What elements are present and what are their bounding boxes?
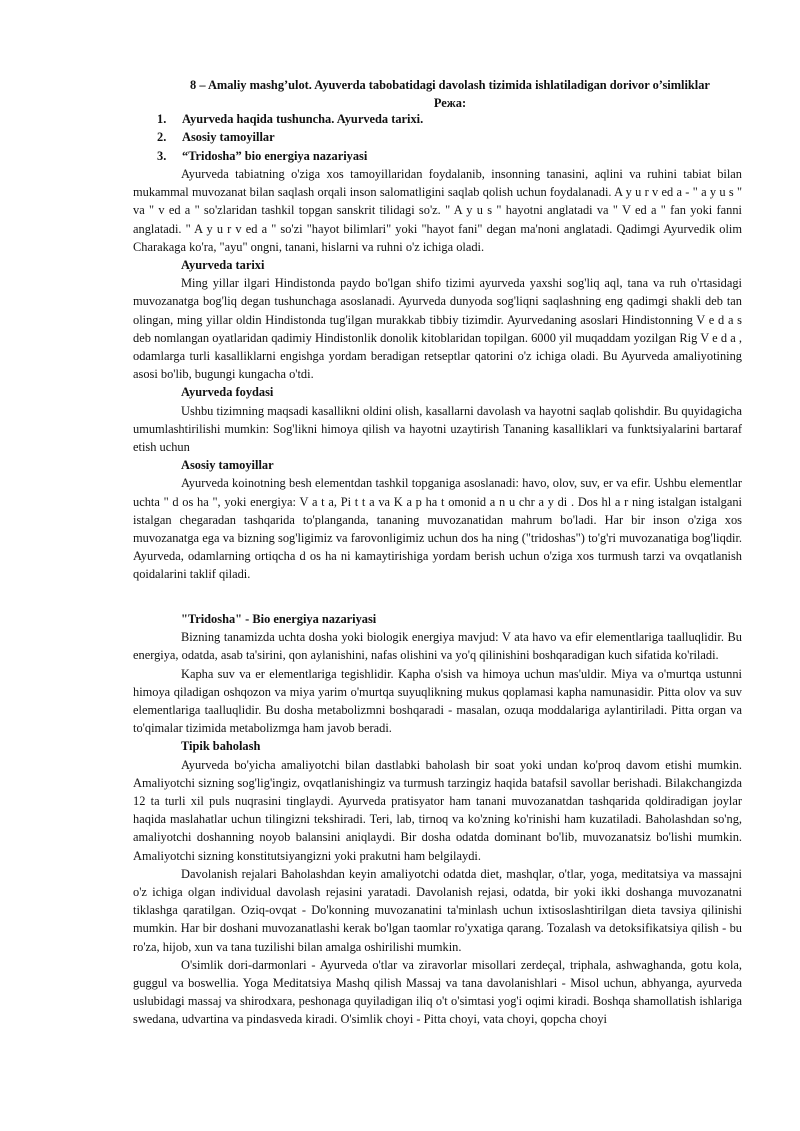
history-heading: Ayurveda tarixi [181, 258, 265, 273]
benefit-heading: Ayurveda foydasi [181, 385, 274, 400]
principles-paragraph: Ayurveda koinotning besh elementdan tashkil topganiga asoslanadi: havo, olov, suv, er va efir. Ushbu elementlar uchta " d os ha ", yoki energiya: V a t a, Pi t t a va K a p ha t omonid a n u chr a y di . Dos hl a r ning istalgan istalgani istalgan chegaradan tashqarida to'planganda, tananing muvozanatidan mahrum bo'ladi. Har bir inson o'ziga xos muvozanatga ega va bizning sog'ligimiz va farovonligimiz uchun dos ha ning ("tridoshas") to'g'ri muvozanatiga bog'liqdir. Ayurveda, odamlarning ortiqcha d os ha ni kamaytirishiga yordam berish uchun o'ziga xos turmush tarzi va ovqatlanish qoidalarini taklif qiladi. [133, 476, 742, 582]
outline-text: Ayurveda haqida tushuncha. Ayurveda tarixi. [182, 112, 424, 126]
assessment-paragraph-1: Ayurveda bo'yicha amaliyotchi bilan dastlabki baholash bir soat yoki undan ko'proq davom etishi mumkin. Amaliyotchi sizning sog'lig'ingiz, ovqatlanishingiz va turmush tarzingiz haqida batafsil savollar berishadi. Bilakchangizda 12 ta turli xil puls nuqrasini tinglaydi. Ayurveda pratisyator ham tanani muvozanatdan tashqarida qoldiradigan joylar haqida maslahatlar uchun tilingizni tekshiradi. Teri, lab, tirnoq va ko'zning ko'rinishi ham kuzatiladi. Baholashdan so'ng, amaliyotchi doshanning noyob balansini aniqlaydi. Bir dosha odatda dominant bo'lib, muvozanatsiz bo'lishi mumkin. Amaliyotchi sizning konstitutsiyangizni yoki prakutni ham belgilaydi. [133, 757, 742, 863]
benefit-paragraph: Ushbu tizimning maqsadi kasallikni oldini olish, kasallarni davolash va hayotni saqlab qolishdir. Bu quyidagicha umumlashtirilishi mumkin: Sog'likni himoya qilish va hayotni uzaytirish Tananing kasalliklari va funktsiyalarini bartaraf etish uchun [133, 403, 742, 455]
outline-number: 1. [157, 112, 167, 126]
section-tridosha [133, 610, 742, 1029]
intro-paragraph: Ayurveda tabiatning o'ziga xos tamoyillaridan foydalanib, insonning tanasini, aqlini va ruhini tabiat bilan mukammal muvozanat bilan saqlash orqali inson salomatligini saqlab qolish uchun foydalanadi. A y u r v ed a - " a y u s " va " v ed a " so'zlaridan tashkil topgan sanskrit tilidagi so'z. " A y u s " hayotni anglatadi va " V ed a " fan yoki fanni anglatadi. " A y u r v ed a " so'zi "hayot bilimlari" yoki "hayot fani" degan ma'noni anglatadi. Qadimgi Ayurvedik olim Charakaga ko'ra, "ayu" ongni, tanani, hislarni va ruhni o'z ichiga oladi. [133, 167, 742, 254]
principles-heading: Asosiy tamoyillar [181, 458, 274, 473]
outline-number: 3. [157, 148, 167, 163]
history-paragraph: Ming yillar ilgari Hindistonda paydo bo'lgan shifo tizimi ayurveda yaxshi sog'liq aql, tana va ruh o'rtasidagi muvozanatga bog'liq degan tushunchaga asoslanadi. Ayurveda dunyoda sog'liqni saqlashning eng qadimgi shakli deb tan olingan, ming yillar oldin Hindistonda tug'ilgan murakkab tibbiy tizimdir. Ayurvedaning asoslari Hindistonning V e d a s deb nomlangan oyatlaridan qadimiy Hindistonlik donolik kitoblaridan topilgan. 6000 yil muqaddam yozilgan Rig V e d a , odamlarga turli kasalliklarni engishga yordam beradigan retseptlar qatorini o'z ichiga oladi. Bu Ayurveda amaliyotining asosi bo'lib, bugungi kungacha o'tdi. [133, 276, 742, 382]
assessment-heading: Tipik baholash [181, 739, 261, 754]
tridosha-heading: "Tridosha" - Bio energiya nazariyasi [181, 612, 377, 626]
outline-text: Asosiy tamoyillar [182, 130, 275, 145]
outline-item [157, 147, 423, 165]
plan-label: Режа: [433, 96, 467, 110]
outline-item [157, 128, 423, 146]
outline-number: 2. [157, 130, 167, 145]
outline-text: “Tridosha” bio energiya nazariyasi [182, 148, 368, 163]
assessment-paragraph-3: O'simlik dori-darmonlari - Ayurveda o'tlar va ziravorlar misollari zerdeçal, triphala, ashwaghanda, gotu kola, guggul va boswellia. Yoga Meditatsiya Mashq qilish Massaj va tana davolanishlari - Misol uchun, abhyanga, ayurveda uslubidagi massaj va shirodxara, peshonaga quyiladigan iliq o't o'simtasi yog'i oqimi kiradi. Boshqa shamollatish ishlariga swedana, udvartina va pindasveda kiradi. O'simlik choyi - Pitta choyi, vata choyi, qopcha choyi [133, 957, 742, 1027]
outline-item [157, 110, 423, 128]
tridosha-paragraph-1: Bizning tanamizda uchta dosha yoki biologik energiya mavjud: V ata havo va efir elementlariga taalluqlidir. Bu energiya, odatda, asab ta'sirini, qon aylanishini, nafas olishini va yo'q qilinishini boshqaradigan kuch sifatida ko'riladi. [133, 630, 742, 663]
assessment-paragraph-2: Davolanish rejalari Baholashdan keyin amaliyotchi odatda diet, mashqlar, o'tlar, yoga, meditatsiya va massajni o'z ichiga olgan individual davolash rejasini yaratadi. Davolanish rejasi, odatda, bir yoki ikki doshanga muvozanatni tiklashga qaratilgan. Oziq-ovqat - Do'konning muvozanatini ta'minlash uchun ixtisoslashtirilgan dieta tavsiya qilinishi mumkin. Har bir doshani muvozanatlashi kerak bo'lgan taomlar ro'yxatiga qarang. Tozalash va detoksifikatsiya qilish - bu ro'za, hijob, xun va tana tuzilishi bilan amalga oshirilishi mumkin. [133, 866, 742, 954]
document-title [100, 76, 800, 112]
section-ayurveda [133, 165, 742, 584]
title-line: 8 – Amaliy mashg’ulot. Ayuverda tabobatidagi davolash tizimida ishlatiladigan dorivor o’simliklar [190, 78, 710, 92]
tridosha-paragraph-2: Kapha suv va er elementlariga tegishlidir. Kapha o'sish va himoya uchun mas'uldir. Miya va o'murtqa ustunni himoya qiladigan oshqozon va miya yarim o'murtqa suyuqlikning mukus qoplamasi kapha namunasidir. Pitta olov va suv elementlariga taalluqlidir. Bu dosha metabolizmni boshqaradi - masalan, ozuqa moddalariga aylantiriladi. Pitta organ va to'qimalar tizimida metabolizmga ham javob beradi. [133, 666, 742, 736]
plan-outline [157, 110, 423, 165]
